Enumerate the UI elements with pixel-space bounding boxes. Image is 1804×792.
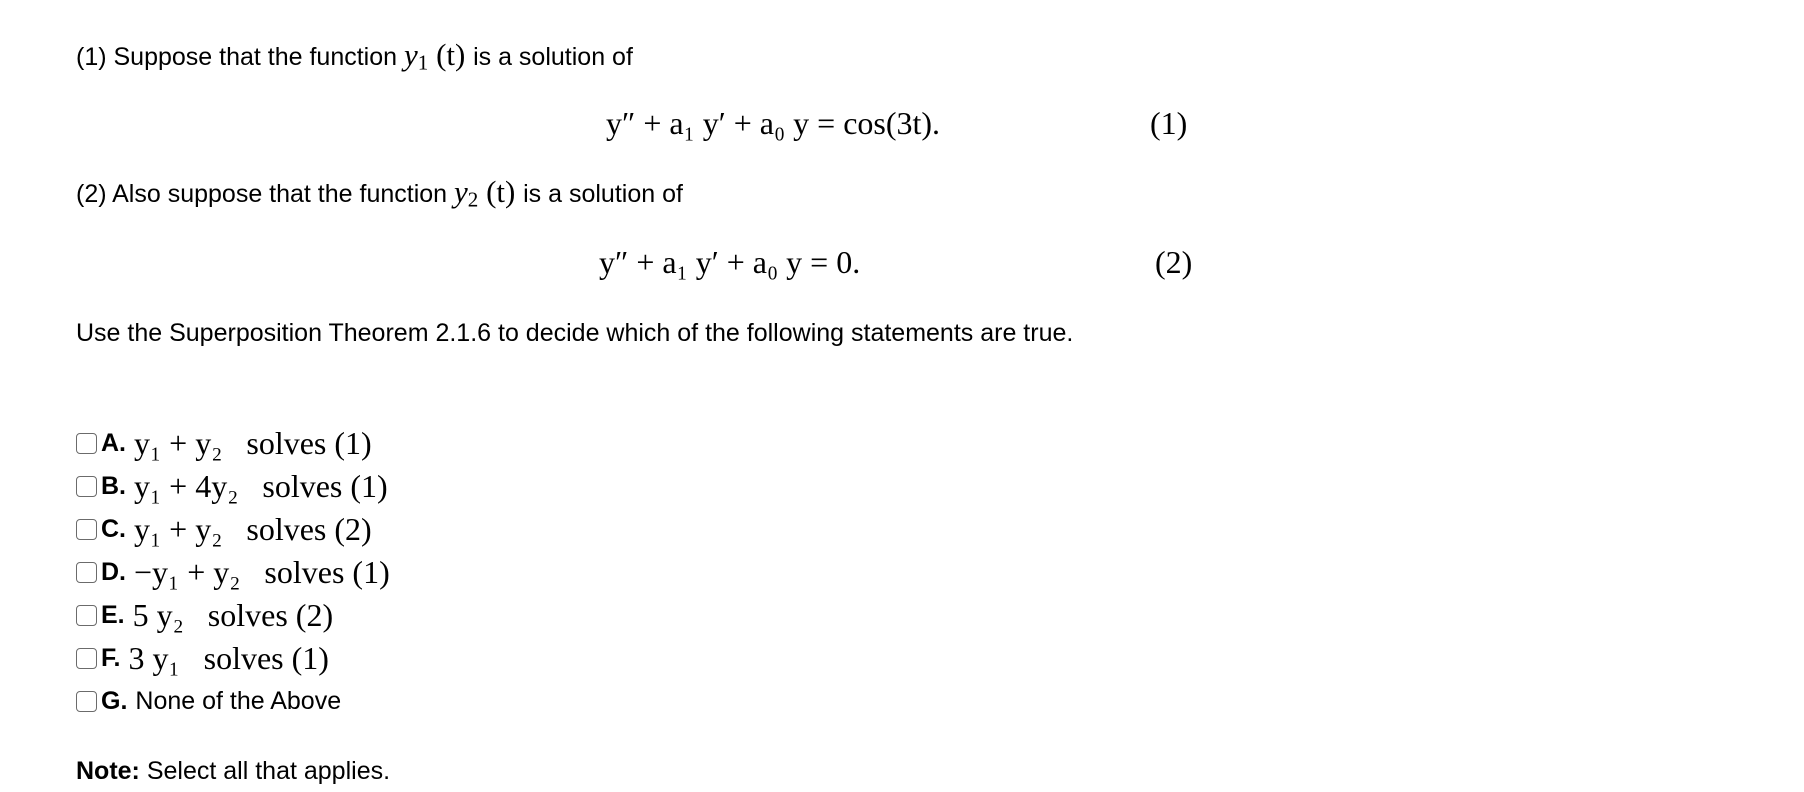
option-e-checkbox[interactable]	[76, 605, 97, 626]
option-c[interactable]	[76, 508, 390, 551]
part-1-function: $y_1$ (t)	[404, 37, 466, 75]
answer-options	[76, 422, 390, 723]
part-2-tail: is a solution of	[523, 180, 683, 208]
option-d-letter: D.	[101, 558, 126, 586]
option-f-checkbox[interactable]	[76, 648, 97, 669]
option-d-checkbox[interactable]	[76, 562, 97, 583]
note-text: Select all that applies.	[146, 757, 391, 785]
option-g-checkbox[interactable]	[76, 691, 97, 712]
option-b-letter: B.	[101, 472, 126, 500]
option-b-expression: y₁ + 4y₂	[134, 468, 239, 504]
equation-1-number: (1)	[1150, 105, 1188, 141]
option-d[interactable]	[76, 551, 390, 594]
note	[76, 756, 390, 786]
option-c-text: solves (2)	[246, 511, 372, 547]
equation-2: y″ + a₁ y′ + a₀ y = 0.	[599, 244, 861, 280]
option-e-letter: E.	[101, 601, 125, 629]
option-b-checkbox[interactable]	[76, 476, 97, 497]
option-a[interactable]	[76, 422, 390, 465]
option-a-expression: y₁ + y₂	[134, 425, 223, 461]
part-1-tail: is a solution of	[473, 43, 633, 71]
option-a-text: solves (1)	[246, 425, 372, 461]
option-g-letter: G.	[101, 687, 128, 715]
question-part-2	[76, 174, 683, 212]
option-a-checkbox[interactable]	[76, 433, 97, 454]
part-1-intro: (1) Suppose that the function	[76, 43, 398, 71]
option-f-letter: F.	[101, 644, 121, 672]
option-e-text: solves (2)	[207, 597, 334, 633]
option-d-expression: −y₁ + y₂	[134, 554, 241, 590]
option-g[interactable]	[76, 680, 390, 723]
part-2-intro: (2) Also suppose that the function	[76, 180, 448, 208]
equation-1: y″ + a₁ y′ + a₀ y = cos(3t).	[606, 105, 941, 141]
option-g-text: None of the Above	[135, 687, 342, 715]
option-b[interactable]	[76, 465, 390, 508]
part-2-function: $y_2$ (t)	[454, 174, 516, 212]
option-c-checkbox[interactable]	[76, 519, 97, 540]
option-a-letter: A.	[101, 429, 126, 457]
option-c-letter: C.	[101, 515, 126, 543]
option-f-text: solves (1)	[203, 640, 329, 676]
option-e-expression: 5 y₂	[132, 597, 184, 633]
instruction-text: Use the Superposition Theorem 2.1.6 to decide which of the following statements are true.	[76, 319, 1074, 347]
note-label: Note:	[76, 757, 140, 785]
question-part-1	[76, 37, 633, 75]
option-e[interactable]	[76, 594, 390, 637]
equation-2-number: (2)	[1155, 244, 1193, 280]
option-b-text: solves (1)	[262, 468, 388, 504]
option-f[interactable]	[76, 637, 390, 680]
option-d-text: solves (1)	[264, 554, 390, 590]
option-f-expression: 3 y₁	[128, 640, 180, 676]
option-c-expression: y₁ + y₂	[134, 511, 223, 547]
